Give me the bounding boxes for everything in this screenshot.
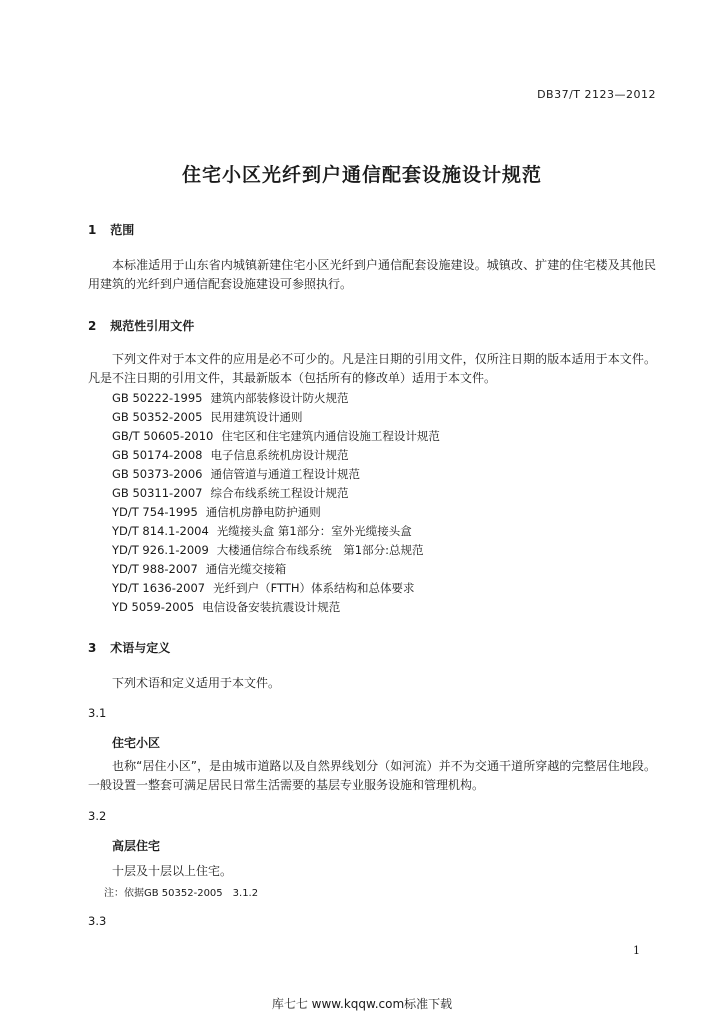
reference-code: GB 50222-1995 bbox=[112, 391, 203, 405]
term-name: 住宅小区 bbox=[112, 736, 161, 750]
reference-item bbox=[112, 522, 440, 541]
reference-item bbox=[112, 427, 440, 446]
section-1-paragraph: 本标准适用于山东省内城镇新建住宅小区光纤到户通信配套设施建设。城镇改、扩建的住宅楼及其他民用建筑的光纤到户通信配套设施建设可参照执行。 bbox=[88, 258, 656, 291]
reference-item bbox=[112, 446, 440, 465]
reference-code: GB 50373-2006 bbox=[112, 467, 203, 481]
term-note: 注：依据GB 50352-2005 3.1.2 bbox=[104, 888, 259, 899]
section-number: 1 bbox=[88, 223, 97, 237]
reference-code: YD/T 926.1-2009 bbox=[112, 543, 209, 557]
reference-name: 住宅区和住宅建筑内通信设施工程设计规范 bbox=[221, 429, 440, 443]
section-2-paragraph: 下列文件对于本文件的应用是必不可少的。凡是注日期的引用文件，仅所注日期的版本适用于本文件。凡是不注日期的引用文件，其最新版本（包括所有的修改单）适用于本文件。 bbox=[88, 352, 656, 385]
reference-name: 建筑内部装修设计防火规范 bbox=[210, 391, 349, 405]
reference-code: YD 5059-2005 bbox=[112, 600, 195, 614]
standard-code: DB37/T 2123—2012 bbox=[537, 88, 656, 101]
reference-item bbox=[112, 560, 440, 579]
reference-code: GB 50311-2007 bbox=[112, 486, 203, 500]
section-3-paragraph: 下列术语和定义适用于本文件。 bbox=[112, 676, 281, 690]
reference-name: 光缆接头盒 第1部分：室外光缆接头盒 bbox=[216, 524, 412, 538]
reference-item bbox=[112, 541, 440, 560]
reference-item bbox=[112, 389, 440, 408]
reference-item bbox=[112, 503, 440, 522]
section-number: 3 bbox=[88, 641, 97, 655]
term-number: 3.1 bbox=[88, 706, 107, 720]
reference-code: YD/T 814.1-2004 bbox=[112, 524, 209, 538]
reference-item bbox=[112, 579, 440, 598]
section-title: 范围 bbox=[110, 223, 135, 237]
reference-code: YD/T 1636-2007 bbox=[112, 581, 206, 595]
term-definition: 十层及十层以上住宅。 bbox=[112, 864, 233, 878]
section-1-heading bbox=[88, 221, 134, 238]
reference-item bbox=[112, 484, 440, 503]
normative-reference-list bbox=[112, 389, 440, 617]
section-2-heading bbox=[88, 317, 194, 334]
section-title: 规范性引用文件 bbox=[110, 319, 195, 333]
reference-code: YD/T 988-2007 bbox=[112, 562, 198, 576]
reference-name: 光纤到户（FTTH）体系结构和总体要求 bbox=[213, 581, 415, 595]
reference-name: 通信机房静电防护通则 bbox=[205, 505, 321, 519]
document-title: 住宅小区光纤到户通信配套设施设计规范 bbox=[181, 164, 542, 186]
reference-code: GB 50352-2005 bbox=[112, 410, 203, 424]
reference-code: GB/T 50605-2010 bbox=[112, 429, 214, 443]
reference-item bbox=[112, 598, 440, 617]
reference-code: YD/T 754-1995 bbox=[112, 505, 198, 519]
footer-watermark: 库七七 www.kqqw.com标准下载 bbox=[271, 997, 453, 1011]
reference-name: 电子信息系统机房设计规范 bbox=[210, 448, 349, 462]
term-name: 高层住宅 bbox=[112, 839, 161, 853]
term-definition: 也称“居住小区”，是由城市道路以及自然界线划分（如河流）并不为交通干道所穿越的完整居住地段。一般设置一整套可满足居民日常生活需要的基层专业服务设施和管理机构。 bbox=[88, 759, 656, 792]
section-3-heading bbox=[88, 639, 170, 656]
reference-name: 综合布线系统工程设计规范 bbox=[210, 486, 349, 500]
reference-name: 通信光缆交接箱 bbox=[205, 562, 287, 576]
reference-name: 通信管道与通道工程设计规范 bbox=[210, 467, 360, 481]
term-number: 3.3 bbox=[88, 914, 107, 928]
reference-name: 大楼通信综合布线系统 第1部分:总规范 bbox=[216, 543, 424, 557]
reference-item bbox=[112, 408, 440, 427]
reference-name: 民用建筑设计通则 bbox=[210, 410, 303, 424]
term-number: 3.2 bbox=[88, 809, 107, 823]
section-number: 2 bbox=[88, 319, 97, 333]
reference-name: 电信设备安装抗震设计规范 bbox=[202, 600, 341, 614]
section-title: 术语与定义 bbox=[110, 641, 171, 655]
page-number: 1 bbox=[633, 944, 640, 957]
reference-code: GB 50174-2008 bbox=[112, 448, 203, 462]
reference-item bbox=[112, 465, 440, 484]
